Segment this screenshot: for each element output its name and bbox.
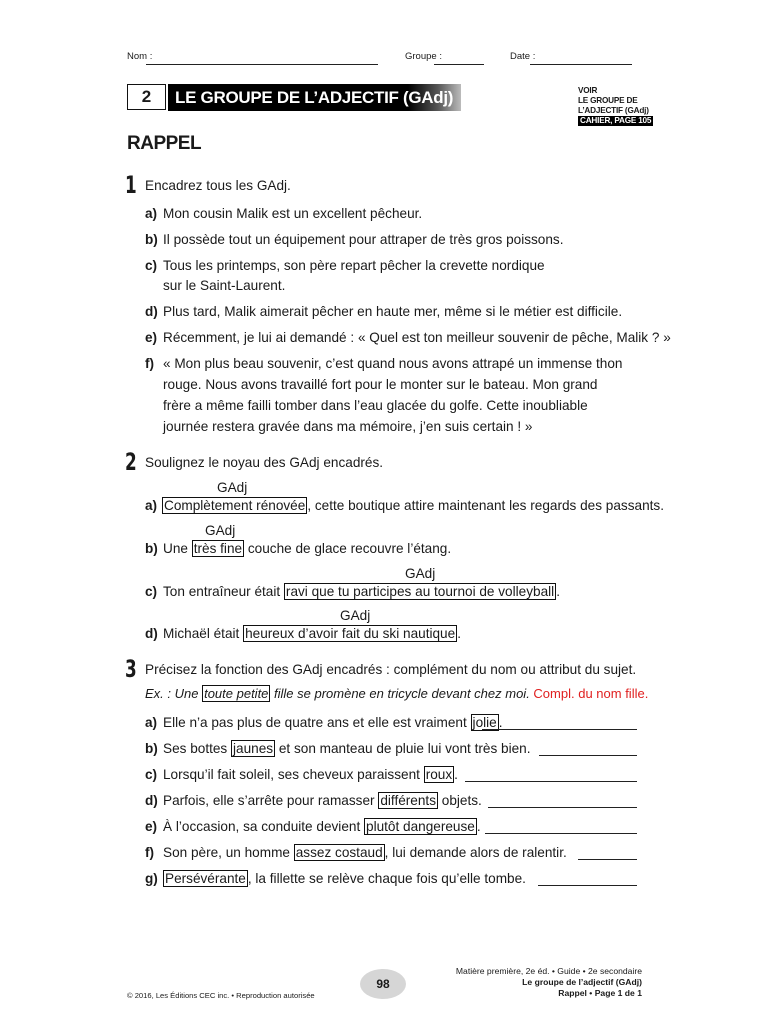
sentence-text: .	[498, 715, 503, 730]
ex1-sentence-a: Mon cousin Malik est un excellent pêcheur.	[163, 206, 423, 221]
ex1-sentence-c: Tous les printemps, son père repart pêcher la crevette nordique	[163, 258, 545, 273]
item-label: e)	[145, 819, 158, 834]
item-label: a)	[145, 498, 158, 513]
ex3-sentence-b	[163, 739, 531, 759]
groupe-label: Groupe :	[405, 51, 442, 62]
sentence-text: Parfois, elle s’arrête pour ramasser	[163, 793, 379, 808]
sentence-text: Ton entraîneur était	[163, 584, 284, 599]
gadj-tag: GAdj	[405, 566, 436, 581]
exercise-3-instruction: Précisez la fonction des GAdj encadrés : complément du nom ou attribut du sujet.	[145, 662, 637, 677]
answer-blank[interactable]	[539, 755, 637, 756]
item-label: f)	[145, 356, 155, 371]
ex1-sentence-f-cont: rouge. Nous avons travaillé fort pour le monter sur le bateau. Mon grand	[163, 377, 598, 392]
ex3-sentence-c	[163, 765, 458, 785]
section-title: LE GROUPE DE L’ADJECTIF (GAdj)	[168, 84, 461, 111]
sentence-text: Elle n’a pas plus de quatre ans et elle est vraiment	[163, 715, 471, 730]
ex2-sentence-b	[163, 539, 451, 559]
item-label: f)	[145, 845, 155, 860]
gadj-box: toute petite	[204, 686, 269, 701]
ex3-sentence-f	[163, 843, 567, 863]
sentence-text: couche de glace recouvre l’étang.	[244, 541, 452, 556]
reference-page: CAHIER, PAGE 105	[580, 116, 652, 125]
answer-blank[interactable]	[485, 833, 637, 834]
item-label: e)	[145, 330, 158, 345]
reference-line: LE GROUPE DE	[578, 96, 638, 105]
date-field[interactable]	[530, 64, 632, 65]
exercise-1-number: 1	[125, 171, 137, 199]
sentence-text: .	[457, 626, 461, 641]
ex1-sentence-b: Il possède tout un équipement pour attraper de très gros poissons.	[163, 232, 564, 247]
section-header	[127, 84, 457, 110]
ex1-sentence-c-cont: sur le Saint-Laurent.	[163, 278, 286, 293]
item-label: b)	[145, 541, 158, 556]
answer-blank[interactable]	[488, 807, 637, 808]
reference-line: L’ADJECTIF (GAdj)	[578, 106, 649, 115]
exercise-1-instruction: Encadrez tous les GAdj.	[145, 178, 291, 193]
sentence-text: .	[454, 767, 458, 782]
nom-label: Nom :	[127, 51, 153, 62]
reference-note	[578, 86, 658, 126]
ex1-sentence-f-cont: journée restera gravée dans ma mémoire, j’en suis certain ! »	[163, 419, 533, 434]
gadj-box: Persévérante	[165, 871, 246, 886]
gadj-box: jaunes	[233, 741, 274, 756]
sentence-text: Une	[163, 541, 192, 556]
ex1-sentence-f: « Mon plus beau souvenir, c’est quand nous avons attrapé un immense thon	[163, 356, 623, 371]
footer-info	[456, 966, 642, 999]
item-label: c)	[145, 584, 158, 599]
gadj-box[interactable]: très fine	[193, 541, 243, 556]
example-answer: Compl. du nom	[533, 686, 622, 701]
ex2-sentence-d	[163, 624, 461, 644]
sentence-text: .	[556, 584, 560, 599]
item-label: g)	[145, 871, 158, 886]
answer-blank[interactable]	[578, 859, 637, 860]
ex3-sentence-a	[163, 713, 503, 733]
answer-blank[interactable]	[482, 729, 637, 730]
exercise-2-number: 2	[125, 448, 137, 476]
item-label: a)	[145, 715, 158, 730]
date-label: Date :	[510, 51, 536, 62]
sentence-text: Michaël était	[163, 626, 244, 641]
sentence-text: Ses bottes	[163, 741, 232, 756]
page-number: 98	[360, 969, 406, 999]
answer-blank[interactable]	[538, 885, 637, 886]
item-label: b)	[145, 741, 158, 756]
ex2-sentence-c	[163, 582, 560, 602]
exercise-3-number: 3	[125, 655, 137, 683]
sentence-text: Son père, un homme	[163, 845, 294, 860]
example-line	[145, 684, 648, 704]
ex3-sentence-d	[163, 791, 482, 811]
sentence-text: , lui demande alors de ralentir.	[384, 845, 567, 860]
gadj-box: assez costaud	[295, 845, 383, 860]
example-text: Ex. : Une	[145, 686, 203, 701]
rappel-heading: RAPPEL	[127, 133, 202, 154]
ex1-sentence-f-cont: frère a même failli tomber dans l’eau glacée du golfe. Cette inoubliable	[163, 398, 588, 413]
ex3-sentence-g	[163, 869, 526, 889]
ex2-sentence-a	[162, 496, 664, 516]
item-label: d)	[145, 304, 158, 319]
gadj-box[interactable]: ravi que tu participes au tournoi de volleyball	[285, 584, 555, 599]
gadj-box: jolie	[472, 715, 497, 730]
item-label: a)	[145, 206, 158, 221]
footer-line: Rappel • Page 1 de 1	[558, 988, 642, 998]
gadj-box[interactable]: heureux d’avoir fait du ski nautique	[245, 626, 456, 641]
gadj-tag: GAdj	[340, 608, 371, 623]
sentence-text: Lorsqu’il fait soleil, ses cheveux paraissent	[163, 767, 424, 782]
groupe-field[interactable]	[434, 64, 484, 65]
ex1-sentence-e: Récemment, je lui ai demandé : « Quel est ton meilleur souvenir de pêche, Malik ? »	[163, 330, 671, 345]
footer-line: Le groupe de l’adjectif (GAdj)	[522, 977, 642, 987]
item-label: c)	[145, 258, 158, 273]
gadj-box: plutôt dangereuse	[366, 819, 475, 834]
item-label: d)	[145, 626, 158, 641]
reference-line: VOIR	[578, 86, 598, 95]
gadj-tag: GAdj	[205, 523, 236, 538]
sentence-text: .	[476, 819, 481, 834]
sentence-text: , cette boutique attire maintenant les regards des passants.	[307, 498, 664, 513]
gadj-tag: GAdj	[217, 480, 248, 495]
ex1-sentence-d: Plus tard, Malik aimerait pêcher en haute mer, même si le métier est difficile.	[163, 304, 623, 319]
answer-blank[interactable]	[465, 781, 637, 782]
sentence-text: objets.	[438, 793, 482, 808]
item-label: c)	[145, 767, 158, 782]
sentence-text: et son manteau de pluie lui vont très bien.	[275, 741, 531, 756]
nom-field[interactable]	[146, 64, 378, 65]
sentence-text: À l’occasion, sa conduite devient	[163, 819, 365, 834]
gadj-box: différents	[380, 793, 436, 808]
ex3-sentence-e	[163, 817, 481, 837]
item-label: d)	[145, 793, 158, 808]
item-label: b)	[145, 232, 158, 247]
sentence-text: , la fillette se relève chaque fois qu’elle tombe.	[247, 871, 526, 886]
exercise-2-instruction: Soulignez le noyau des GAdj encadrés.	[145, 455, 384, 470]
section-number: 2	[127, 84, 166, 110]
gadj-box[interactable]: Complètement rénovée	[164, 498, 306, 513]
copyright: © 2016, Les Éditions CEC inc. • Reproduction autorisée	[127, 991, 315, 1000]
example-text: fille se promène en tricycle devant chez moi.	[270, 686, 534, 701]
example-answer-suffix: fille.	[621, 686, 649, 701]
footer-line: Matière première, 2e éd. • Guide • 2e secondaire	[455, 966, 642, 976]
gadj-box: roux	[425, 767, 453, 782]
